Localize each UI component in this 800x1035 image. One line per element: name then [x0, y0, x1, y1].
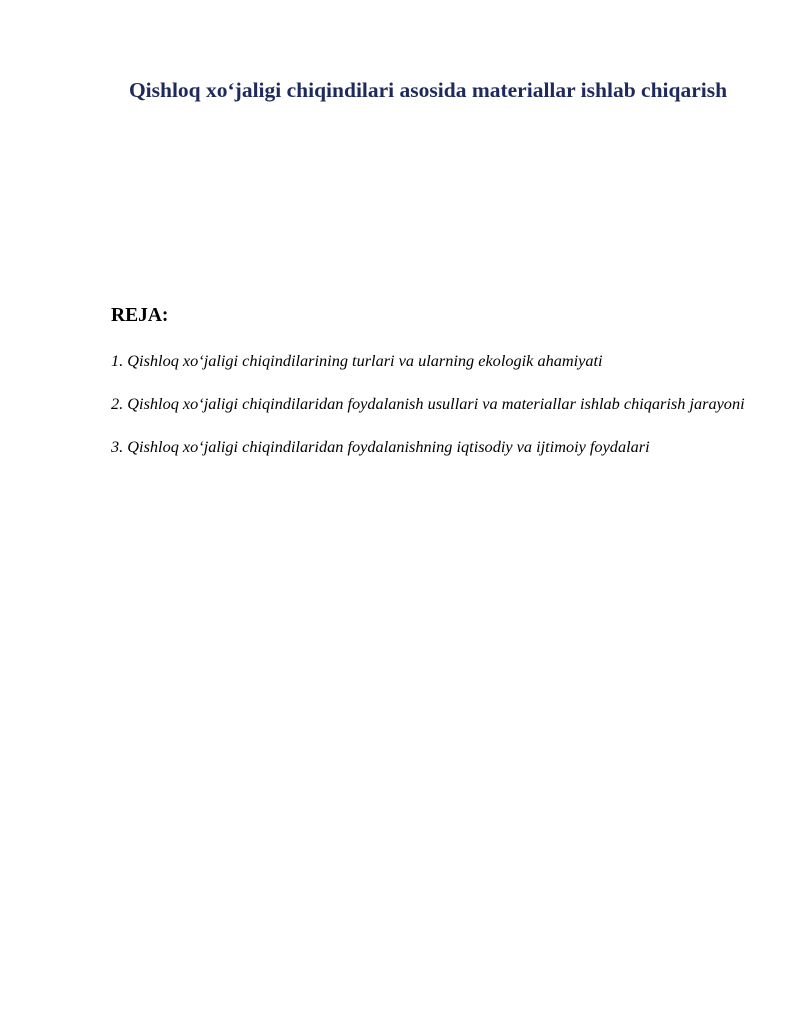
plan-item-3: 3. Qishloq xo‘jaligi chiqindilaridan foydalanishning iqtisodiy va ijtimoiy foydalari — [111, 437, 650, 456]
plan-heading: REJA: — [111, 305, 169, 326]
plan-item-1: 1. Qishloq xo‘jaligi chiqindilarining turlari va ularning ekologik ahamiyati — [111, 351, 603, 370]
document-title: Qishloq xo‘jaligi chiqindilari asosida materiallar ishlab chiqarish — [128, 78, 728, 102]
plan-item-2: 2. Qishloq xo‘jaligi chiqindilaridan foydalanish usullari va materiallar ishlab chiqarish jarayoni — [111, 394, 745, 413]
plan-list — [111, 345, 751, 474]
